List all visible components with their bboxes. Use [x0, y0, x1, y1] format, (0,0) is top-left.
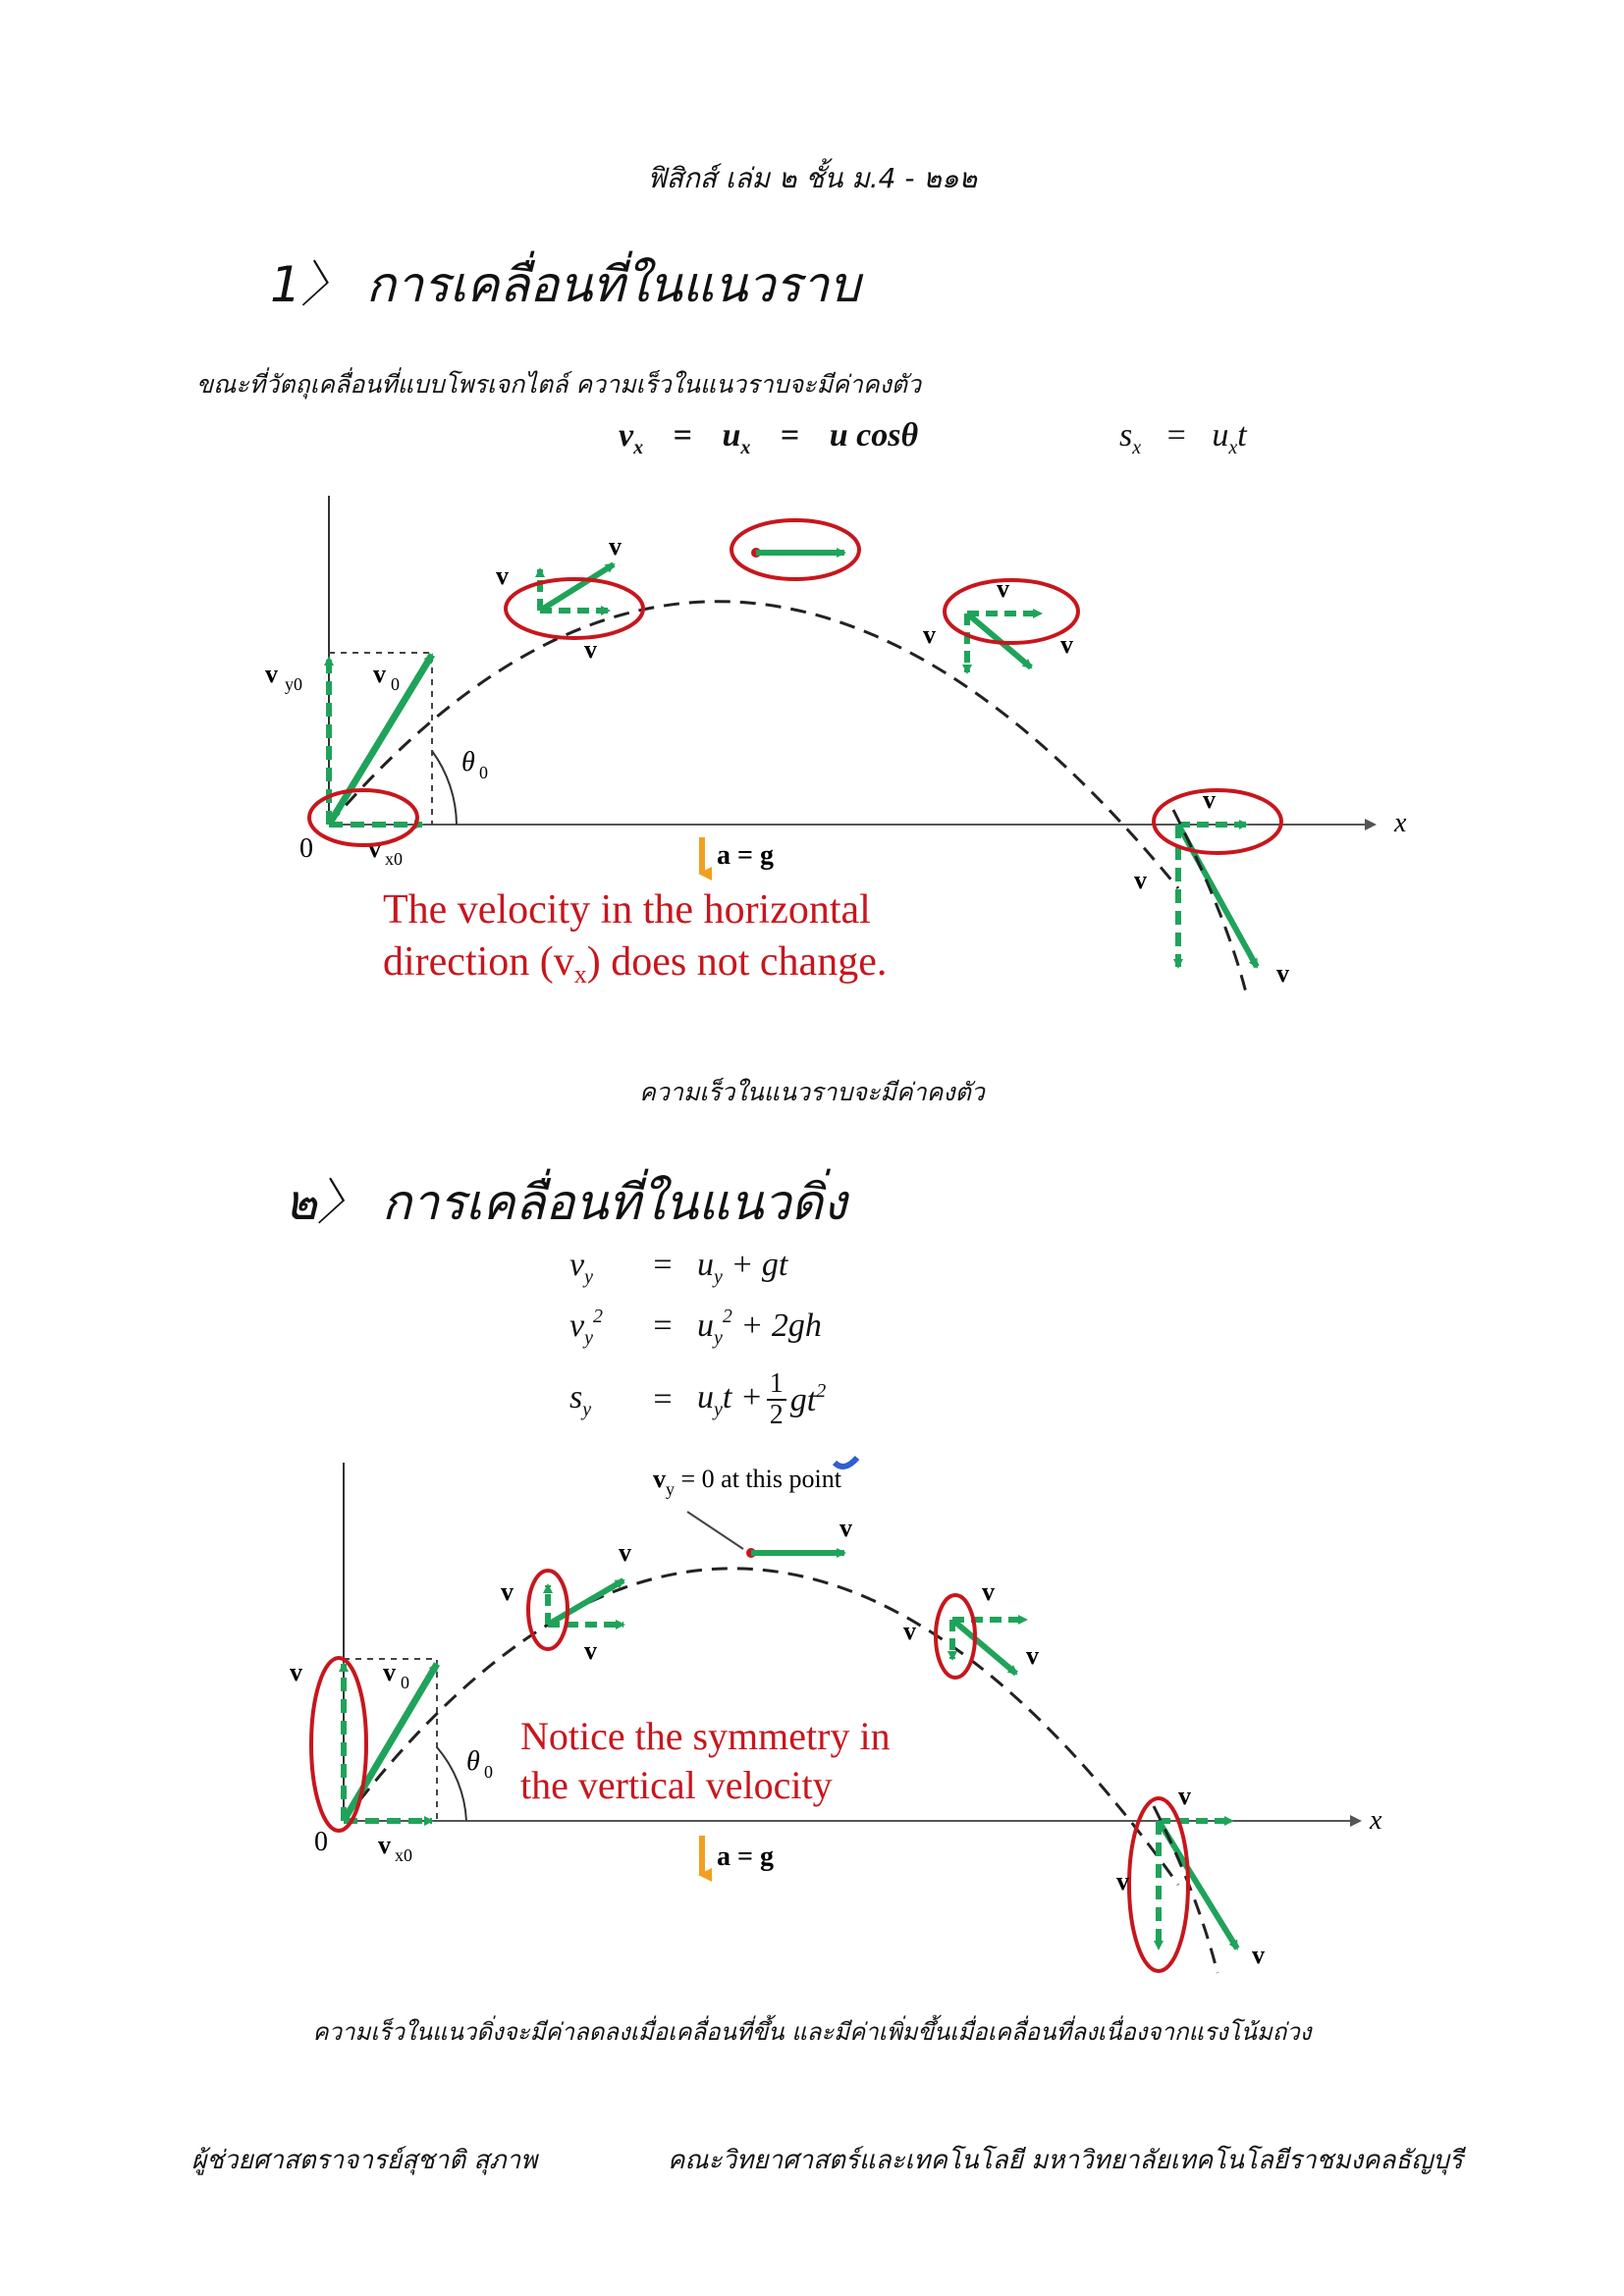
- highlight-ellipse-start-2: [311, 1658, 366, 1831]
- v-label-landing: v: [1276, 959, 1289, 988]
- vy-label-falling: v: [923, 620, 936, 649]
- section1-intro: ขณะที่วัตถุเคลื่อนที่แบบโพรเจกไตล์ ความเร็วในแนวราบจะมีค่าคงตัว: [196, 370, 922, 399]
- footer-author: ผู้ช่วยศาสตราจารย์สุชาติ สุภาพ: [191, 2146, 538, 2175]
- vy0-label-2: v: [290, 1658, 302, 1686]
- v-label-rising-2: v: [619, 1538, 631, 1567]
- vx0-label-2: v: [378, 1831, 391, 1859]
- annotation-line2: direction (vx) does not change.: [383, 939, 888, 988]
- highlight-ellipse-start: [309, 790, 417, 845]
- vy-label-rising: v: [496, 561, 509, 590]
- velocity-vector-rising-2: [548, 1580, 623, 1625]
- section1-heading: 1〉 การเคลื่อนที่ในแนวราบ: [270, 256, 861, 313]
- apex-pointer-line: [687, 1512, 743, 1549]
- equation-sx: $s_x = u_xt$: [1119, 417, 1247, 458]
- figure-horizontal-velocity: [265, 486, 1443, 1016]
- equation-sy: $s_y$ = $u_yt$ + $\frac{1}{2}$ $gt^2$: [569, 1368, 827, 1430]
- annotation2-line2: the vertical velocity: [520, 1763, 833, 1807]
- v-label-falling-2: v: [1026, 1641, 1039, 1670]
- section2-heading: ๒〉 การเคลื่อนที่ในแนวดิ่ง: [285, 1174, 847, 1231]
- v-label-landing-2: v: [1252, 1941, 1265, 1969]
- theta-arc: [432, 751, 457, 825]
- acceleration-label: a = g: [717, 840, 774, 871]
- theta-sub: 0: [479, 763, 488, 782]
- page-header: ฟิสิกส์ เล่ม ๒ ชั้น ม.4 - ๒๑๒: [646, 162, 978, 194]
- vx-label-falling-2: v: [982, 1577, 995, 1606]
- figure-vertical-velocity: [290, 1453, 1409, 1988]
- origin-label-2: 0: [314, 1827, 328, 1857]
- equation-vy: $v_y$ = $u_y$ + gt: [569, 1247, 788, 1288]
- vx-label-rising: v: [584, 635, 597, 664]
- section1-caption: ความเร็วในแนวราบจะมีค่าคงตัว: [639, 1078, 985, 1106]
- vx0-label: v: [368, 834, 381, 863]
- section2-caption: ความเร็วในแนวดิ่งจะมีค่าลดลงเมื่อเคลื่อนที่ขึ้น และมีค่าเพิ่มขึ้นเมื่อเคลื่อนที่ลงเนื่องจากแรงโน้มถ่วง: [312, 2018, 1312, 2046]
- apex-label: $v_y = 0$ at this point: [653, 1465, 841, 1499]
- theta-sub-2: 0: [484, 1762, 493, 1782]
- vx-label-rising-2: v: [584, 1636, 597, 1665]
- v-label-rising: v: [609, 532, 622, 561]
- origin-label: 0: [299, 833, 313, 864]
- vx0-sub: x0: [385, 849, 403, 869]
- vy-label-falling-2: v: [903, 1617, 916, 1645]
- v0-sub-2: 0: [401, 1673, 409, 1692]
- annotation2-line1: Notice the symmetry in: [520, 1714, 891, 1758]
- v0-label-2: v: [383, 1658, 396, 1686]
- vx0-sub-2: x0: [395, 1845, 412, 1865]
- equation-vy-squared: $v_y^2$ = $u_y^2 + 2gh$: [569, 1306, 822, 1349]
- vy0-label: v: [265, 660, 278, 688]
- v-label-apex-2: v: [839, 1514, 852, 1542]
- acceleration-label-2: a = g: [717, 1842, 774, 1872]
- footer-institution: คณะวิทยาศาสตร์และเทคโนโลยี มหาวิทยาลัยเทคโนโลยีราชมงคลธัญบุรี: [668, 2146, 1463, 2175]
- x-axis-label: x: [1394, 808, 1407, 838]
- vy-label-landing: v: [1134, 866, 1147, 894]
- velocity-vector-rising: [540, 564, 614, 611]
- theta-label-2: θ: [466, 1746, 480, 1777]
- blue-check-mark: [835, 1458, 857, 1467]
- v-label-falling: v: [1060, 630, 1073, 659]
- annotation-line1: The velocity in the horizontal: [383, 887, 871, 933]
- theta-label: θ: [461, 747, 475, 777]
- x-axis-label-2: x: [1370, 1805, 1382, 1836]
- vx-label-falling: v: [997, 574, 1009, 603]
- vy-label-landing-2: v: [1116, 1867, 1129, 1896]
- velocity-vector-falling-2: [952, 1620, 1016, 1674]
- vy-label-rising-2: v: [501, 1577, 514, 1606]
- theta-arc-2: [437, 1747, 466, 1821]
- vx-label-landing: v: [1203, 785, 1216, 814]
- v0-sub: 0: [391, 674, 400, 694]
- vy0-sub: y0: [285, 674, 302, 694]
- highlight-ellipse-rising-2: [528, 1571, 568, 1649]
- vx-label-landing-2: v: [1178, 1782, 1191, 1810]
- equation-vx: $v_x = u_x = u$ cosθ: [619, 417, 919, 458]
- v0-label: v: [373, 660, 386, 688]
